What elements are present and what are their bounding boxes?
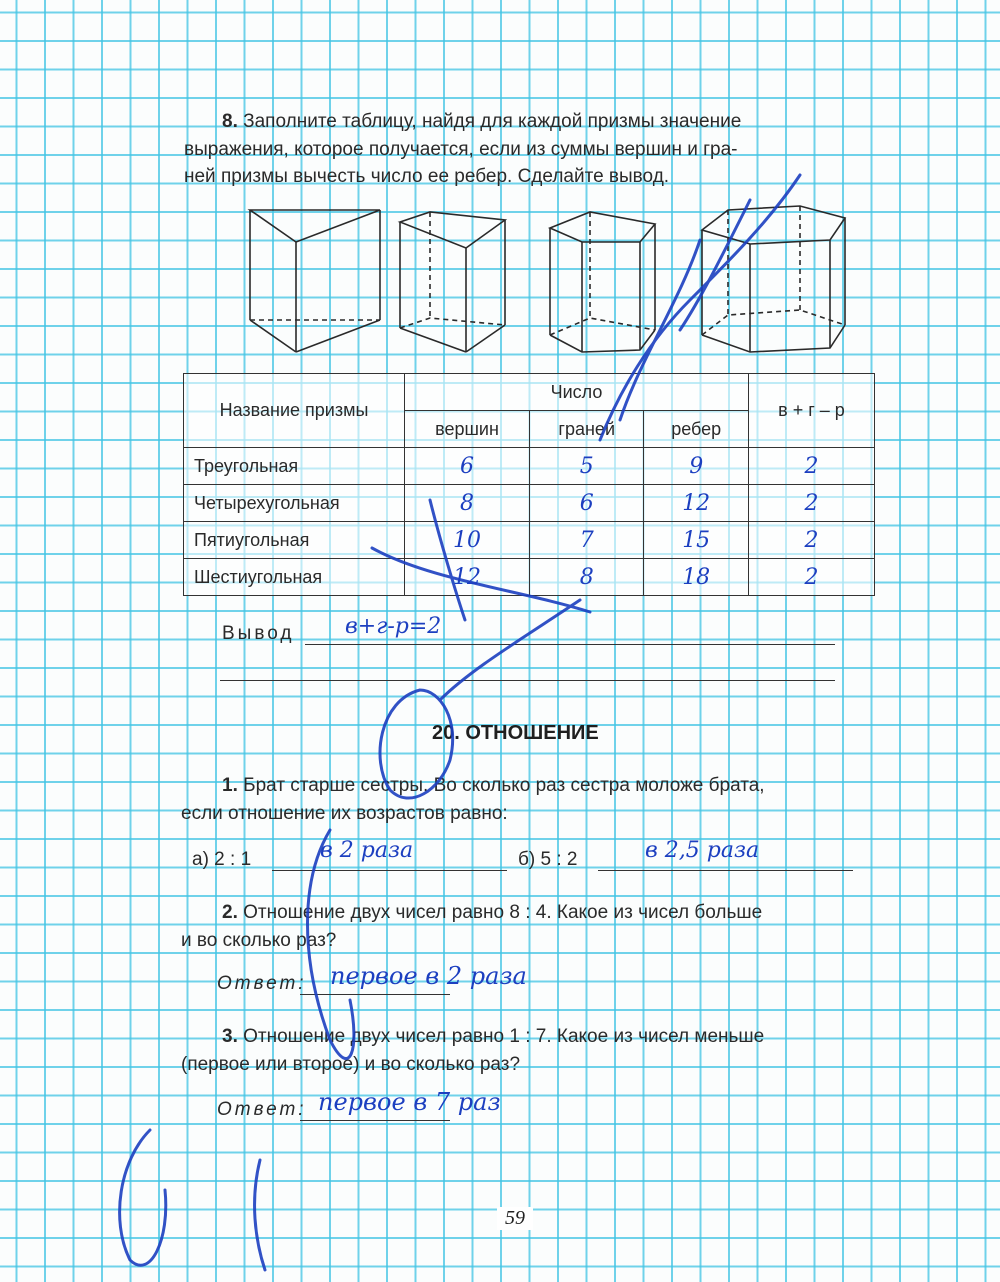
header-vertices: вершин xyxy=(405,411,530,448)
header-prism-name: Название призмы xyxy=(184,374,405,448)
conclusion-label: Вывод xyxy=(222,623,295,644)
faces-value: 6 xyxy=(579,490,594,516)
task8-number: 8. xyxy=(222,111,238,132)
faces-value: 8 xyxy=(579,564,594,590)
faces-value: 7 xyxy=(579,527,594,553)
task1-number: 1. xyxy=(222,775,238,796)
scribble-stroke xyxy=(255,1160,265,1270)
scribble-stroke xyxy=(600,175,800,440)
task1-a-answer: в 2 раза xyxy=(320,838,414,863)
row-prism-name: Треугольная xyxy=(184,448,405,485)
conclusion-answer: в+г-р=2 xyxy=(345,614,442,639)
section-heading: 20. ОТНОШЕНИЕ xyxy=(432,722,599,744)
vertices-value: 10 xyxy=(453,527,482,553)
task8-line3: ней призмы вычесть число ее ребер. Сделайте вывод. xyxy=(184,166,670,187)
expression-value: 2 xyxy=(804,527,819,553)
vertices-value: 8 xyxy=(460,490,475,516)
row-prism-name: Шестиугольная xyxy=(184,559,405,596)
task3-line2: (первое или второе) и во сколько раз? xyxy=(181,1054,521,1075)
task3-number: 3. xyxy=(222,1026,238,1047)
task1-b-label: б) 5 : 2 xyxy=(518,849,578,870)
task1-b-answer: в 2,5 раза xyxy=(645,838,760,863)
expression-value: 2 xyxy=(804,564,819,590)
vertices-value: 12 xyxy=(453,564,482,590)
row-prism-name: Пятиугольная xyxy=(184,522,405,559)
edges-value: 18 xyxy=(682,564,711,590)
expression-value: 2 xyxy=(804,490,819,516)
task2-answer-label: Ответ: xyxy=(217,973,307,994)
task2-line2: и во сколько раз? xyxy=(181,930,337,951)
row-prism-name: Четырехугольная xyxy=(184,485,405,522)
scribble-stroke xyxy=(308,830,354,1059)
header-expression: в + г – р xyxy=(749,374,875,448)
task2-number: 2. xyxy=(222,902,238,923)
task3-answer-label: Ответ: xyxy=(217,1099,307,1120)
expression-value: 2 xyxy=(804,453,819,479)
task3-text-1: Отношение двух чисел равно 1 : 7. Какое из чисел меньше xyxy=(243,1026,765,1047)
scribble-stroke xyxy=(372,548,590,612)
task1-text-1: Брат старше сестры. Во сколько раз сестра моложе брата, xyxy=(243,775,765,796)
task3-answer: первое в 7 раз xyxy=(318,1088,501,1116)
scribble-stroke xyxy=(620,240,700,420)
header-number: Число xyxy=(405,374,749,411)
vertices-value: 6 xyxy=(460,453,475,479)
task2-text-1: Отношение двух чисел равно 8 : 4. Какое из чисел больше xyxy=(243,902,763,923)
scribble-stroke xyxy=(440,600,580,700)
edges-value: 15 xyxy=(682,527,711,553)
task1-a-label: а) 2 : 1 xyxy=(192,849,252,870)
task8-text-1: Заполните таблицу, найдя для каждой призмы значение xyxy=(243,111,742,132)
scribble-stroke xyxy=(120,1130,166,1265)
task8-line2: выражения, которое получается, если из суммы вершин и гра- xyxy=(184,139,738,160)
edges-value: 9 xyxy=(689,453,704,479)
edges-value: 12 xyxy=(682,490,711,516)
page-number: 59 xyxy=(497,1207,533,1230)
scribble-stroke xyxy=(430,500,465,620)
task1-line2: если отношение их возрастов равно: xyxy=(181,803,508,824)
task2-answer: первое в 2 раза xyxy=(330,962,527,990)
faces-value: 5 xyxy=(579,453,594,479)
header-edges: ребер xyxy=(644,411,749,448)
header-faces: граней xyxy=(530,411,644,448)
scribble-stroke xyxy=(380,690,453,798)
